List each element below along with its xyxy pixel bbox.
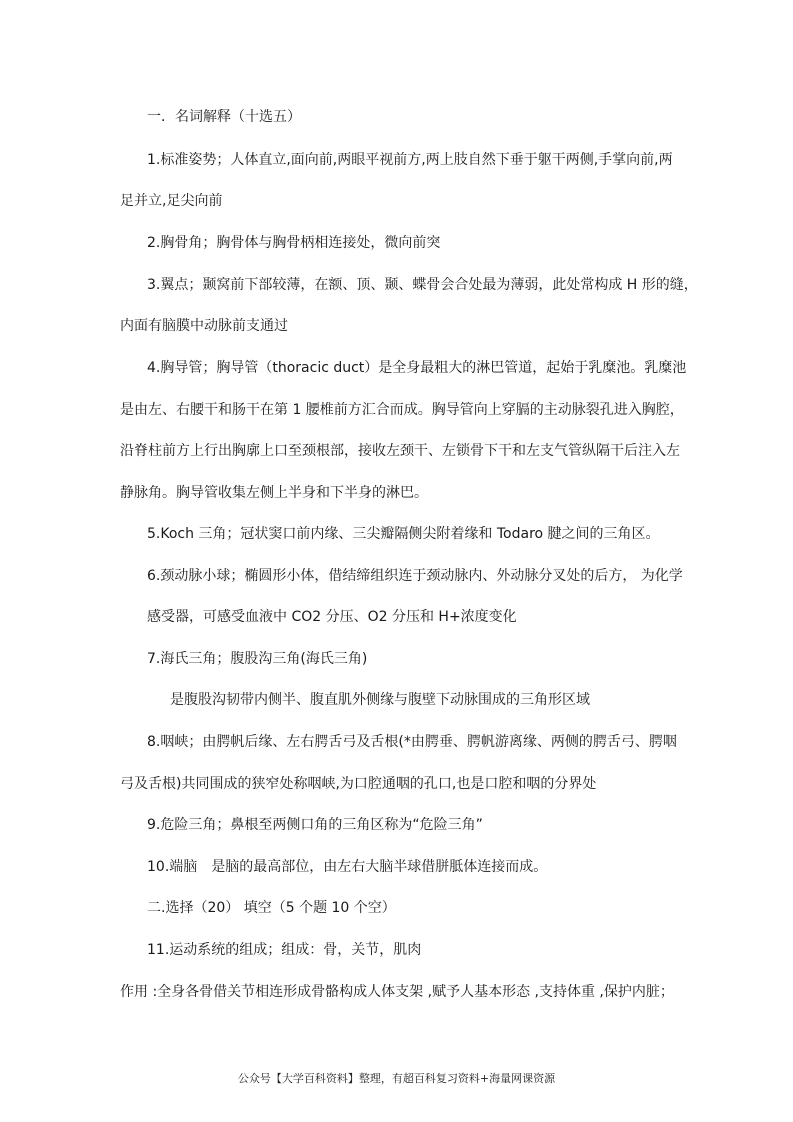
paragraph-line: 内面有脑膜中动脉前支通过 bbox=[120, 318, 288, 334]
paragraph-line: 1.标准姿势；人体直立,面向前,两眼平视前方,两上肢自然下垂于躯干两侧,手掌向前,两 bbox=[147, 152, 673, 168]
section-heading: 二.选择（20） 填空（5 个题 10 个空） bbox=[147, 900, 396, 916]
paragraph-line: 是腹股沟韧带内侧半、腹直肌外侧缘与腹壁下动脉围成的三角形区域 bbox=[170, 692, 590, 708]
paragraph-line: 是由左、右腰干和肠干在第 1 腰椎前方汇合而成。胸导管向上穿膈的主动脉裂孔进入胸腔， bbox=[120, 402, 684, 418]
paragraph-line: 5.Koch 三角；冠状窦口前内缘、三尖瓣隔侧尖附着缘和 Todaro 腱之间的三角区。 bbox=[147, 526, 660, 542]
paragraph-line: 10.端脑 是脑的最高部位，由左右大脑半球借胼胝体连接而成。 bbox=[147, 859, 548, 875]
paragraph-line: 作用 :全身各骨借关节相连形成骨骼构成人体支架 ,赋予人基本形态 ,支持体重 ,保护内脏； bbox=[120, 984, 674, 1000]
paragraph-line: 静脉角。胸导管收集左侧上半身和下半身的淋巴。 bbox=[120, 485, 428, 501]
paragraph-line: 弓及舌根)共同围成的狭窄处称咽峡,为口腔通咽的孔口,也是口腔和咽的分界处 bbox=[120, 776, 597, 792]
paragraph-line: 4.胸导管；胸导管（thoracic duct）是全身最粗大的淋巴管道，起始于乳糜池。乳糜池 bbox=[147, 360, 687, 376]
section-heading: 一．名词解释（十选五） bbox=[147, 109, 301, 125]
paragraph-line: 足并立,足尖向前 bbox=[120, 193, 223, 209]
paragraph-line: 沿脊柱前方上行出胸廓上口至颈根部，接收左颈干、左锁骨下干和左支气管纵隔干后注入左 bbox=[120, 443, 680, 459]
paragraph-line: 感受器，可感受血液中 CO2 分压、O2 分压和 H+浓度变化 bbox=[147, 609, 517, 625]
paragraph-line: 8.咽峡；由腭帆后缘、左右腭舌弓及舌根(*由腭垂、腭帆游离缘、两侧的腭舌弓、腭咽 bbox=[147, 734, 677, 750]
paragraph-line: 6.颈动脉小球；椭圆形小体，借结缔组织连于颈动脉内、外动脉分叉处的后方， 为化学 bbox=[147, 568, 683, 584]
paragraph-line: 2.胸骨角；胸骨体与胸骨柄相连接处，微向前突 bbox=[147, 235, 441, 251]
page-footer: 公众号【大学百科资料】整理，有超百科复习资料+海量网课资源 bbox=[237, 1072, 556, 1085]
paragraph-line: 7.海氏三角；腹股沟三角(海氏三角) bbox=[147, 651, 368, 667]
paragraph-line: 9.危险三角；鼻根至两侧口角的三角区称为“危险三角” bbox=[147, 817, 483, 833]
paragraph-line: 11.运动系统的组成；组成：骨，关节，肌肉 bbox=[147, 942, 422, 958]
paragraph-line: 3.翼点；颞窝前下部较薄，在额、顶、颞、蝶骨会合处最为薄弱，此处常构成 H 形的缝， bbox=[147, 277, 698, 293]
